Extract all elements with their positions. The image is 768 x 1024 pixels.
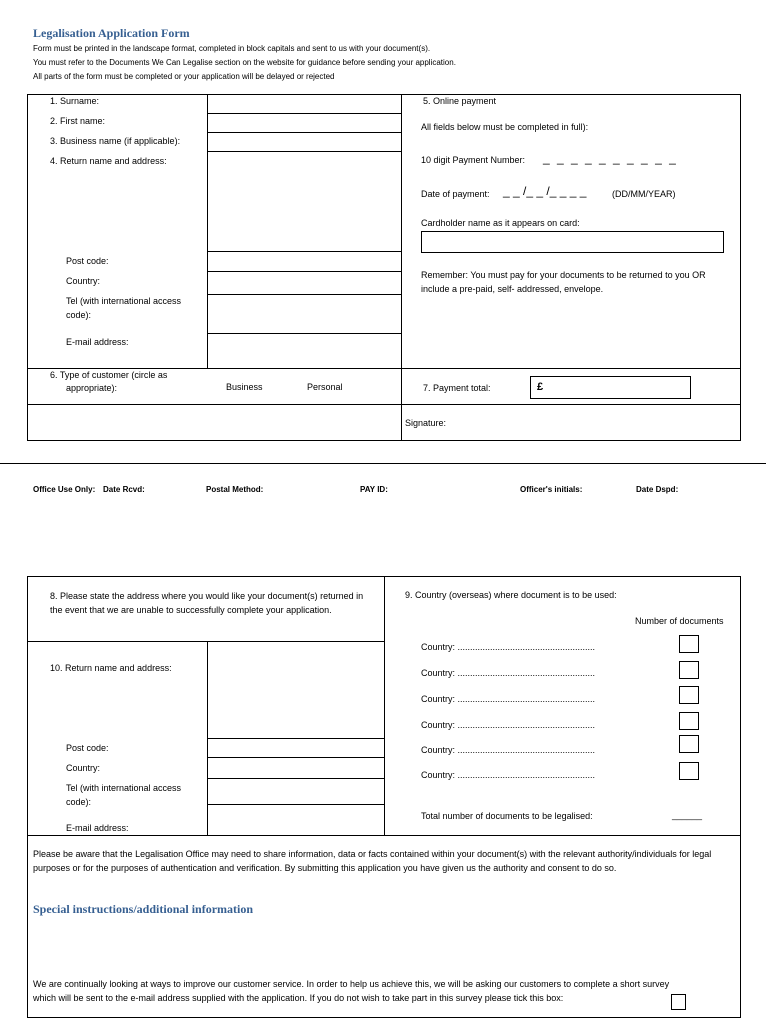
total-docs-label: Total number of documents to be legalised: (421, 811, 593, 821)
surname-input[interactable] (207, 94, 402, 114)
country-input[interactable] (207, 271, 402, 295)
q10-tel-input[interactable] (207, 778, 385, 805)
signature-label: Signature: (405, 418, 447, 428)
doc-count-box[interactable] (679, 661, 699, 679)
q10-email-input[interactable] (207, 804, 385, 836)
payment-total-label: 7. Payment total: (423, 383, 491, 393)
q10-country-label: Country: (66, 763, 101, 773)
email-label: E-mail address: (66, 337, 129, 347)
header-line-2: You must refer to the Documents We Can Legalise section on the website for guidance before sending your application. (33, 58, 456, 67)
cardholder-input[interactable] (421, 231, 724, 253)
tel-label-line2: code): (66, 310, 92, 320)
doc-count-box[interactable] (679, 712, 699, 730)
country-row[interactable]: Country: ....................................................... (421, 642, 596, 652)
customer-business-option[interactable]: Business (226, 382, 263, 392)
customer-type-label: 6. Type of customer (circle as (50, 370, 168, 380)
office-pay-id: PAY ID: (360, 485, 388, 494)
payment-number-label: 10 digit Payment Number: (421, 155, 526, 165)
total-docs-field[interactable]: ______ (672, 810, 703, 820)
header-line-1: Form must be printed in the landscape format, completed in block capitals and sent to us with your document(s). (33, 44, 431, 53)
country-row[interactable]: Country: ....................................................... (421, 668, 596, 678)
country-row[interactable]: Country: ....................................................... (421, 694, 596, 704)
q10-post-code-label: Post code: (66, 743, 109, 753)
return-address-input[interactable] (207, 151, 402, 252)
currency-symbol: £ (537, 381, 544, 393)
office-date-dspd: Date Dspd: (636, 485, 679, 494)
office-separator (0, 463, 766, 464)
row-divider-signature (27, 404, 741, 405)
q10-country-input[interactable] (207, 757, 385, 779)
business-name-input[interactable] (207, 132, 402, 152)
data-sharing-notice: Please be aware that the Legalisation Office may need to share information, data or facts contained within your document(s) with the relevant authority/individuals for legal purposes or for the purposes of authentication and verification. By submitting this application you have given us the authority and consent to do so. (33, 849, 712, 873)
survey-notice: We are continually looking at ways to improve our customer service. In order to help us achieve this, we will be asking our customers to complete a short survey which will be sent to the e-mail address supplied with the application. If you do not wish to take part in this survey please tick this box: (33, 979, 670, 1003)
doc-count-box[interactable] (679, 686, 699, 704)
country-row[interactable]: Country: ....................................................... (421, 770, 596, 780)
q10-tel-label: Tel (with international access (66, 783, 182, 793)
payment-number-field[interactable]: _ _ _ _ _ _ _ _ _ _ (543, 151, 678, 165)
q9-text: 9. Country (overseas) where document is to be used: (405, 590, 617, 600)
q10-tel-label-line2: code): (66, 797, 92, 807)
payment-date-label: Date of payment: (421, 189, 490, 199)
office-use-label: Office Use Only: (33, 485, 96, 494)
return-address-label: 4. Return name and address: (50, 156, 167, 166)
country-label: Country: (66, 276, 101, 286)
tel-input[interactable] (207, 294, 402, 334)
payment-reminder: Remember: You must pay for your documents to be returned to you OR include a pre-paid, self- addressed, envelope. (421, 270, 706, 294)
q10-label: 10. Return name and address: (50, 663, 172, 673)
payment-instruction: All fields below must be completed in full): (421, 122, 589, 132)
doc-count-box[interactable] (679, 735, 699, 753)
form-title: Legalisation Application Form (33, 26, 190, 40)
surname-label: 1. Surname: (50, 96, 100, 106)
doc-count-box[interactable] (679, 635, 699, 653)
q10-address-input[interactable] (207, 641, 385, 739)
office-officer-initials: Officer's initials: (520, 485, 583, 494)
country-row[interactable]: Country: ....................................................... (421, 745, 596, 755)
business-name-label: 3. Business name (if applicable): (50, 136, 181, 146)
country-row[interactable]: Country: ....................................................... (421, 720, 596, 730)
cardholder-label: Cardholder name as it appears on card: (421, 218, 580, 228)
first-name-label: 2. First name: (50, 116, 106, 126)
q8-text: 8. Please state the address where you would like your document(s) returned in the event that we are unable to successfully complete your application. (50, 591, 364, 615)
email-input[interactable] (207, 333, 402, 369)
q10-email-label: E-mail address: (66, 823, 129, 833)
header-line-3: All parts of the form must be completed or your application will be delayed or rejected (33, 72, 335, 81)
tel-label: Tel (with international access (66, 296, 182, 306)
first-name-input[interactable] (207, 113, 402, 133)
post-code-input[interactable] (207, 251, 402, 272)
customer-personal-option[interactable]: Personal (307, 382, 343, 392)
payment-total-input[interactable] (530, 376, 691, 399)
payment-heading: 5. Online payment (423, 96, 497, 106)
post-code-label: Post code: (66, 256, 109, 266)
q10-post-code-input[interactable] (207, 738, 385, 758)
office-postal-method: Postal Method: (206, 485, 264, 494)
office-date-rcvd: Date Rcvd: (103, 485, 145, 494)
payment-date-field[interactable]: _ _ /_ _ /_ _ _ _ (503, 184, 587, 198)
special-instructions-heading: Special instructions/additional information (33, 902, 254, 916)
customer-type-label-line2: appropriate): (66, 383, 118, 393)
num-docs-header: Number of documents (635, 616, 724, 626)
survey-opt-out-checkbox[interactable] (671, 994, 686, 1010)
doc-count-box[interactable] (679, 762, 699, 780)
payment-date-format: (DD/MM/YEAR) (612, 189, 676, 199)
